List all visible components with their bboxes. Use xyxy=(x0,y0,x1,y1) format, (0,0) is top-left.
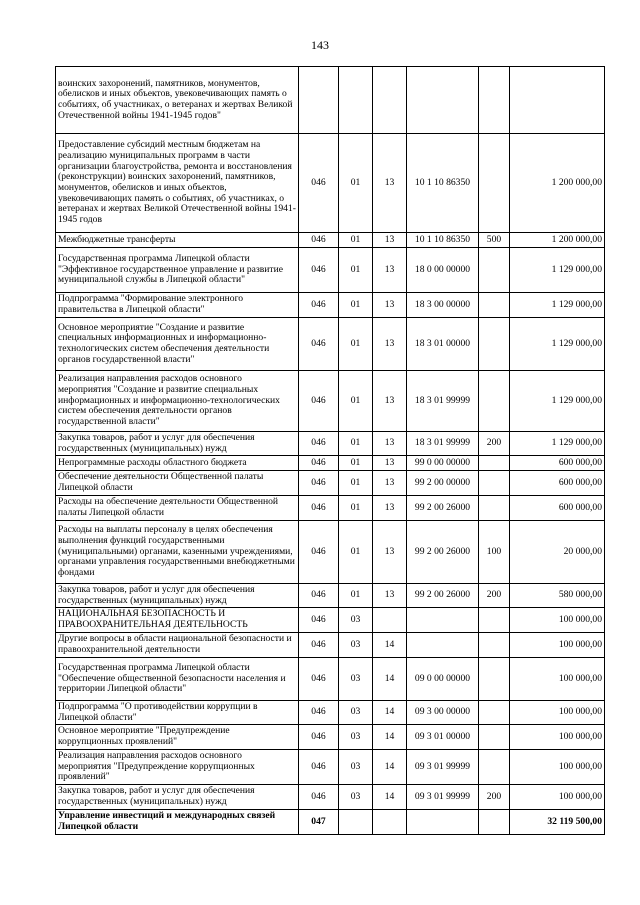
row-name-cell: Основное мероприятие "Создание и развитие специальных информационных и информационно-технологических систем обеспечения деятельности органов государственной власти" xyxy=(56,318,299,371)
section-code-cell: 01 xyxy=(339,456,373,471)
section-code-cell: 01 xyxy=(339,471,373,496)
subsection-code-cell: 14 xyxy=(373,658,407,701)
row-name-cell: воинских захоронений, памятников, монументов, обелисков и иных объектов, увековечивающих память о событиях, об участниках, о ветеранах и жертвах Великой Отечественной войны 1941-1945 годов" xyxy=(56,67,299,134)
subsection-code-cell: 14 xyxy=(373,701,407,725)
row-name-cell: Межбюджетные трансферты xyxy=(56,233,299,248)
row-name-cell: Подпрограмма "О противодействии коррупции в Липецкой области" xyxy=(56,701,299,725)
target-article-cell: 09 0 00 00000 xyxy=(407,658,479,701)
table-row xyxy=(56,471,605,496)
amount-cell: 100 000,00 xyxy=(510,725,605,750)
expense-type-cell: 500 xyxy=(479,233,510,248)
subsection-code-cell: 13 xyxy=(373,293,407,318)
ministry-code-cell: 046 xyxy=(299,471,339,496)
amount-cell: 1 129 000,00 xyxy=(510,248,605,293)
subsection-code-cell: 14 xyxy=(373,785,407,810)
section-code-cell: 01 xyxy=(339,371,373,432)
amount-cell: 32 119 500,00 xyxy=(510,810,605,835)
ministry-code-cell: 046 xyxy=(299,658,339,701)
section-code-cell: 03 xyxy=(339,608,373,633)
amount-cell: 1 129 000,00 xyxy=(510,293,605,318)
table-row xyxy=(56,134,605,233)
section-code-cell: 01 xyxy=(339,293,373,318)
ministry-code-cell: 047 xyxy=(299,810,339,835)
table-row xyxy=(56,293,605,318)
ministry-code-cell: 046 xyxy=(299,293,339,318)
table-row xyxy=(56,371,605,432)
section-code-cell: 01 xyxy=(339,248,373,293)
ministry-code-cell: 046 xyxy=(299,725,339,750)
subsection-code-cell xyxy=(373,67,407,134)
section-code-cell: 03 xyxy=(339,785,373,810)
table-row xyxy=(56,701,605,725)
target-article-cell: 18 0 00 00000 xyxy=(407,248,479,293)
subsection-code-cell: 14 xyxy=(373,750,407,785)
table-row xyxy=(56,233,605,248)
row-name-cell: НАЦИОНАЛЬНАЯ БЕЗОПАСНОСТЬ И ПРАВООХРАНИТЕЛЬНАЯ ДЕЯТЕЛЬНОСТЬ xyxy=(56,608,299,633)
expense-type-cell xyxy=(479,608,510,633)
section-code-cell: 03 xyxy=(339,725,373,750)
subsection-code-cell: 13 xyxy=(373,456,407,471)
ministry-code-cell: 046 xyxy=(299,633,339,658)
target-article-cell xyxy=(407,810,479,835)
table-row xyxy=(56,496,605,521)
ministry-code-cell: 046 xyxy=(299,701,339,725)
row-name-cell: Подпрограмма "Формирование электронного правительства в Липецкой области" xyxy=(56,293,299,318)
section-code-cell: 01 xyxy=(339,233,373,248)
row-name-cell: Расходы на обеспечение деятельности Общественной палаты Липецкой области xyxy=(56,496,299,521)
table-row xyxy=(56,521,605,584)
subsection-code-cell: 13 xyxy=(373,496,407,521)
amount-cell: 100 000,00 xyxy=(510,785,605,810)
expense-type-cell xyxy=(479,750,510,785)
expense-type-cell: 100 xyxy=(479,521,510,584)
expense-type-cell xyxy=(479,725,510,750)
expense-type-cell xyxy=(479,318,510,371)
expense-type-cell xyxy=(479,371,510,432)
amount-cell xyxy=(510,67,605,134)
ministry-code-cell: 046 xyxy=(299,750,339,785)
budget-table xyxy=(55,66,605,835)
ministry-code-cell: 046 xyxy=(299,521,339,584)
table-row xyxy=(56,584,605,608)
amount-cell: 600 000,00 xyxy=(510,471,605,496)
expense-type-cell xyxy=(479,456,510,471)
subsection-code-cell: 13 xyxy=(373,521,407,584)
section-code-cell: 03 xyxy=(339,701,373,725)
row-name-cell: Закупка товаров, работ и услуг для обеспечения государственных (муниципальных) нужд xyxy=(56,584,299,608)
section-code-cell: 01 xyxy=(339,318,373,371)
section-code-cell: 01 xyxy=(339,432,373,456)
table-row xyxy=(56,318,605,371)
expense-type-cell xyxy=(479,248,510,293)
subsection-code-cell xyxy=(373,810,407,835)
section-code-cell: 03 xyxy=(339,750,373,785)
row-name-cell: Закупка товаров, работ и услуг для обеспечения государственных (муниципальных) нужд xyxy=(56,785,299,810)
row-name-cell: Государственная программа Липецкой области "Эффективное государственное управление и развитие муниципальной службы в Липецкой области" xyxy=(56,248,299,293)
subsection-code-cell: 13 xyxy=(373,471,407,496)
amount-cell: 600 000,00 xyxy=(510,496,605,521)
target-article-cell xyxy=(407,633,479,658)
section-code-cell xyxy=(339,67,373,134)
expense-type-cell xyxy=(479,471,510,496)
ministry-code-cell: 046 xyxy=(299,785,339,810)
ministry-code-cell: 046 xyxy=(299,248,339,293)
ministry-code-cell: 046 xyxy=(299,608,339,633)
amount-cell: 1 129 000,00 xyxy=(510,371,605,432)
row-name-cell: Государственная программа Липецкой области "Обеспечение общественной безопасности населения и территории Липецкой области" xyxy=(56,658,299,701)
expense-type-cell xyxy=(479,701,510,725)
amount-cell: 100 000,00 xyxy=(510,701,605,725)
table-row xyxy=(56,785,605,810)
target-article-cell: 99 2 00 00000 xyxy=(407,471,479,496)
table-row xyxy=(56,810,605,835)
subsection-code-cell: 13 xyxy=(373,248,407,293)
target-article-cell: 09 3 01 99999 xyxy=(407,750,479,785)
row-name-cell: Непрограммные расходы областного бюджета xyxy=(56,456,299,471)
subsection-code-cell: 13 xyxy=(373,432,407,456)
expense-type-cell: 200 xyxy=(479,584,510,608)
expense-type-cell xyxy=(479,658,510,701)
amount-cell: 600 000,00 xyxy=(510,456,605,471)
expense-type-cell xyxy=(479,633,510,658)
subsection-code-cell: 13 xyxy=(373,233,407,248)
target-article-cell: 10 1 10 86350 xyxy=(407,233,479,248)
row-name-cell: Обеспечение деятельности Общественной палаты Липецкой области xyxy=(56,471,299,496)
ministry-code-cell: 046 xyxy=(299,371,339,432)
amount-cell: 100 000,00 xyxy=(510,608,605,633)
row-name-cell: Основное мероприятие "Предупреждение коррупционных проявлений" xyxy=(56,725,299,750)
amount-cell: 100 000,00 xyxy=(510,633,605,658)
target-article-cell: 09 3 00 00000 xyxy=(407,701,479,725)
section-code-cell: 03 xyxy=(339,658,373,701)
expense-type-cell: 200 xyxy=(479,432,510,456)
subsection-code-cell: 14 xyxy=(373,725,407,750)
target-article-cell xyxy=(407,608,479,633)
target-article-cell: 09 3 01 99999 xyxy=(407,785,479,810)
subsection-code-cell: 13 xyxy=(373,318,407,371)
ministry-code-cell: 046 xyxy=(299,584,339,608)
row-name-cell: Реализация направления расходов основного мероприятия "Создание и развитие специальных информационных и информационно-технологических систем обеспечения деятельности органов государственной власти" xyxy=(56,371,299,432)
target-article-cell: 99 2 00 26000 xyxy=(407,521,479,584)
ministry-code-cell: 046 xyxy=(299,134,339,233)
table-row xyxy=(56,608,605,633)
section-code-cell xyxy=(339,810,373,835)
table-row xyxy=(56,633,605,658)
section-code-cell: 01 xyxy=(339,134,373,233)
table-row xyxy=(56,432,605,456)
amount-cell: 100 000,00 xyxy=(510,658,605,701)
table-row xyxy=(56,456,605,471)
amount-cell: 1 200 000,00 xyxy=(510,134,605,233)
row-name-cell: Закупка товаров, работ и услуг для обеспечения государственных (муниципальных) нужд xyxy=(56,432,299,456)
table-row xyxy=(56,67,605,134)
row-name-cell: Другие вопросы в области национальной безопасности и правоохранительной деятельности xyxy=(56,633,299,658)
section-code-cell: 01 xyxy=(339,584,373,608)
row-name-cell: Расходы на выплаты персоналу в целях обеспечения выполнения функций государственными (муниципальными) органами, казенными учреждениями, органами управления государственными внебюджетными фондами xyxy=(56,521,299,584)
expense-type-cell xyxy=(479,134,510,233)
expense-type-cell: 200 xyxy=(479,785,510,810)
target-article-cell: 18 3 01 00000 xyxy=(407,318,479,371)
expense-type-cell xyxy=(479,67,510,134)
subsection-code-cell: 14 xyxy=(373,633,407,658)
amount-cell: 1 200 000,00 xyxy=(510,233,605,248)
section-code-cell: 03 xyxy=(339,633,373,658)
target-article-cell: 09 3 01 00000 xyxy=(407,725,479,750)
ministry-code-cell xyxy=(299,67,339,134)
amount-cell: 1 129 000,00 xyxy=(510,318,605,371)
subsection-code-cell: 13 xyxy=(373,584,407,608)
target-article-cell: 99 2 00 26000 xyxy=(407,584,479,608)
row-name-cell: Реализация направления расходов основного мероприятия "Предупреждение коррупционных проявлений" xyxy=(56,750,299,785)
target-article-cell: 99 2 00 26000 xyxy=(407,496,479,521)
amount-cell: 1 129 000,00 xyxy=(510,432,605,456)
ministry-code-cell: 046 xyxy=(299,456,339,471)
amount-cell: 100 000,00 xyxy=(510,750,605,785)
row-name-cell: Предоставление субсидий местным бюджетам на реализацию муниципальных программ в части организации благоустройства, ремонта и восстановления (реконструкции) воинских захоронений, памятников, монументов, обелисков и иных объектов, увековечивающих память о событиях, об участниках, о ветеранах и жертвах Великой Отечественной войны 1941-1945 годов xyxy=(56,134,299,233)
section-code-cell: 01 xyxy=(339,496,373,521)
table-row xyxy=(56,658,605,701)
target-article-cell xyxy=(407,67,479,134)
target-article-cell: 99 0 00 00000 xyxy=(407,456,479,471)
expense-type-cell xyxy=(479,496,510,521)
ministry-code-cell: 046 xyxy=(299,233,339,248)
subsection-code-cell: 13 xyxy=(373,371,407,432)
ministry-code-cell: 046 xyxy=(299,318,339,371)
target-article-cell: 18 3 00 00000 xyxy=(407,293,479,318)
expense-type-cell xyxy=(479,293,510,318)
ministry-code-cell: 046 xyxy=(299,496,339,521)
ministry-code-cell: 046 xyxy=(299,432,339,456)
target-article-cell: 18 3 01 99999 xyxy=(407,371,479,432)
target-article-cell: 18 3 01 99999 xyxy=(407,432,479,456)
section-code-cell: 01 xyxy=(339,521,373,584)
subsection-code-cell xyxy=(373,608,407,633)
table-row xyxy=(56,248,605,293)
row-name-cell: Управление инвестиций и международных связей Липецкой области xyxy=(56,810,299,835)
table-row xyxy=(56,725,605,750)
table-row xyxy=(56,750,605,785)
amount-cell: 580 000,00 xyxy=(510,584,605,608)
subsection-code-cell: 13 xyxy=(373,134,407,233)
expense-type-cell xyxy=(479,810,510,835)
target-article-cell: 10 1 10 86350 xyxy=(407,134,479,233)
page-number: 143 xyxy=(311,38,329,52)
amount-cell: 20 000,00 xyxy=(510,521,605,584)
